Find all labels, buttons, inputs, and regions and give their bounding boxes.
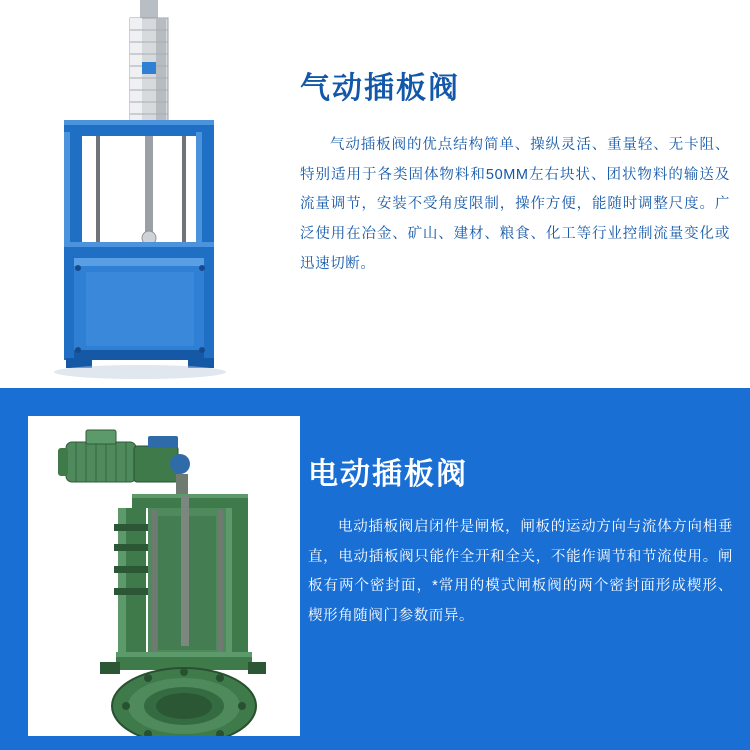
pneumatic-valve-title: 气动插板阀 xyxy=(300,72,460,105)
pneumatic-valve-description: 气动插板阀的优点结构简单、操纵灵活、重量轻、无卡阻、特别适用于各类固体物料和50MM左右块状、团状物料的输送及流量调节，安装不受角度限制，操作方便，能随时调整尺度。广泛使用在冶金、矿山、建材、粮食、化工等行业控制流量变化或迅速切断。 xyxy=(300,137,730,272)
electric-valve-title: 电动插板阀 xyxy=(308,458,468,491)
electric-valve-text-block xyxy=(308,458,733,632)
pneumatic-valve-drawing xyxy=(0,0,290,388)
electric-valve-photo xyxy=(28,416,300,736)
electric-valve-drawing xyxy=(28,416,300,736)
pneumatic-valve-illustration xyxy=(0,0,290,388)
electric-valve-description: 电动插板阀启闭件是闸板，闸板的运动方向与流体方向相垂直，电动插板阀只能作全开和全关，不能作调节和节流使用。闸板有两个密封面，*常用的模式闸板阀的两个密封面形成楔形、楔形角随阀门参数而异。 xyxy=(308,519,733,625)
pneumatic-valve-text-block xyxy=(300,72,730,280)
section-electric-valve xyxy=(0,388,750,750)
